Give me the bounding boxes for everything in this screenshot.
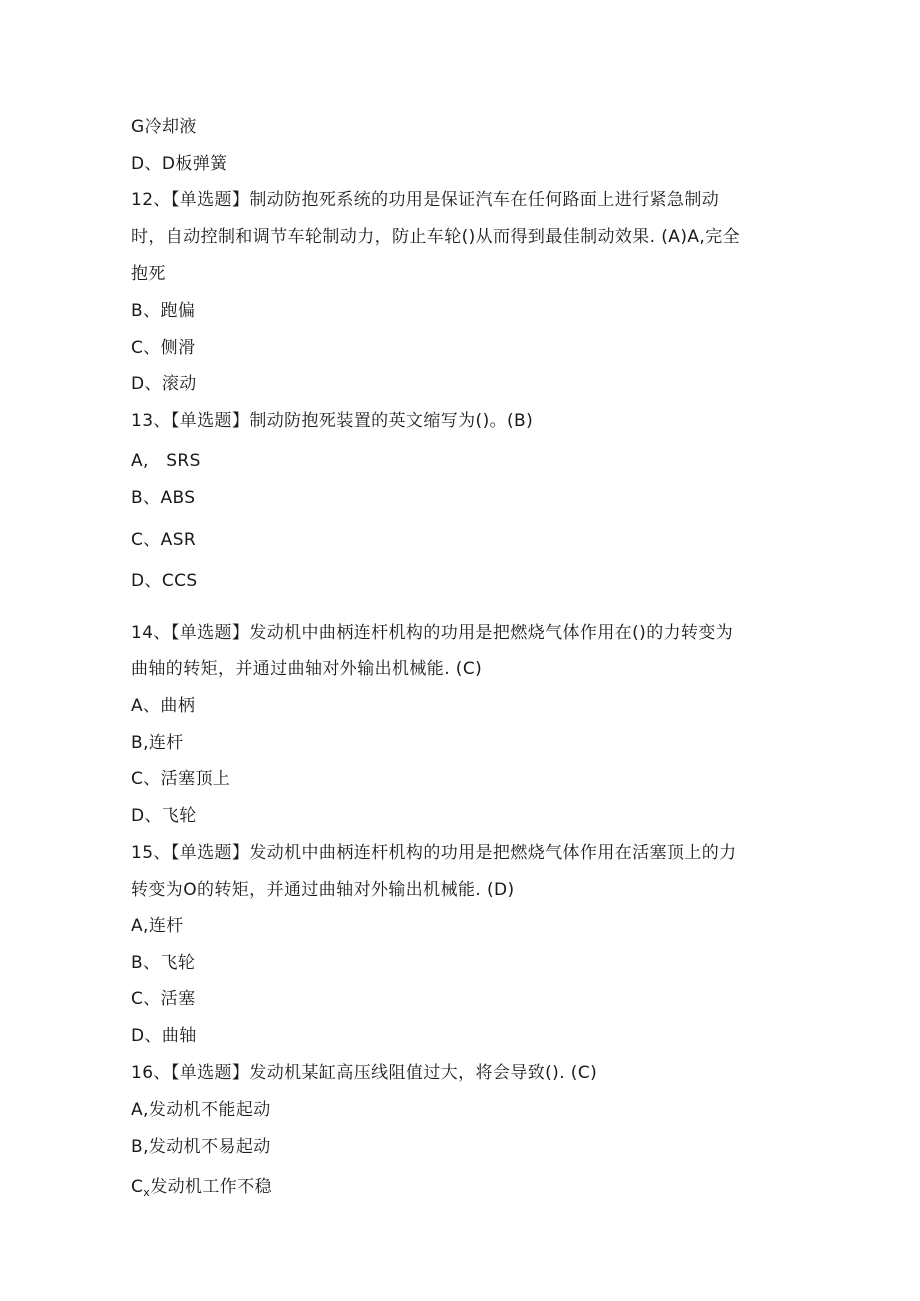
option-d-line: D、D板弹簧 <box>131 154 228 174</box>
q12-option-c: C、侧滑 <box>131 338 196 358</box>
q14-option-d: D、飞轮 <box>131 806 197 826</box>
q15-option-b: B、飞轮 <box>131 953 196 973</box>
q14-option-a: A、曲柄 <box>131 696 196 716</box>
q16-option-c <box>131 1176 272 1204</box>
question-12-line-3: 抱死 <box>131 264 166 284</box>
q16-option-a: A,发动机不能起动 <box>131 1100 271 1120</box>
question-16-line-1: 16、【单选题】发动机某缸高压线阻值过大，将会导致(). (C) <box>131 1063 598 1083</box>
q13-option-a: A, SRS <box>131 451 201 471</box>
q16-option-c-text: 发动机工作不稳 <box>150 1177 273 1197</box>
q15-option-d: D、曲轴 <box>131 1026 197 1046</box>
question-14-line-2: 曲轴的转矩，并通过曲轴对外输出机械能. (C) <box>131 659 483 679</box>
q14-option-b: B,连杆 <box>131 733 184 753</box>
question-15-line-2: 转变为O的转矩，并通过曲轴对外输出机械能. (D) <box>131 880 515 900</box>
q15-option-c: C、活塞 <box>131 989 196 1009</box>
question-14-line-1: 14、【单选题】发动机中曲柄连杆机构的功用是把燃烧气体作用在()的力转变为 <box>131 623 734 643</box>
q13-option-d: D、CCS <box>131 571 198 591</box>
option-g-line: G冷却液 <box>131 117 197 137</box>
q12-option-b: B、跑偏 <box>131 301 196 321</box>
q16-option-c-subscript: x <box>143 1186 151 1199</box>
q12-option-d: D、滚动 <box>131 374 197 394</box>
question-12-line-1: 12、【单选题】制动防抱死系统的功用是保证汽车在任何路面上进行紧急制动 <box>131 190 720 210</box>
q16-option-c-letter: C <box>131 1177 144 1197</box>
q13-option-b: B、ABS <box>131 488 196 508</box>
q15-option-a: A,连杆 <box>131 916 184 936</box>
question-12-line-2: 时，自动控制和调节车轮制动力，防止车轮()从而得到最佳制动效果. (A)A,完全 <box>131 227 740 247</box>
q13-option-c: C、ASR <box>131 530 197 550</box>
q16-option-b: B,发动机不易起动 <box>131 1137 271 1157</box>
q14-option-c: C、活塞顶上 <box>131 769 231 789</box>
question-13-line-1: 13、【单选题】制动防抱死装置的英文缩写为()。(B) <box>131 411 534 431</box>
question-15-line-1: 15、【单选题】发动机中曲柄连杆机构的功用是把燃烧气体作用在活塞顶上的力 <box>131 843 737 863</box>
